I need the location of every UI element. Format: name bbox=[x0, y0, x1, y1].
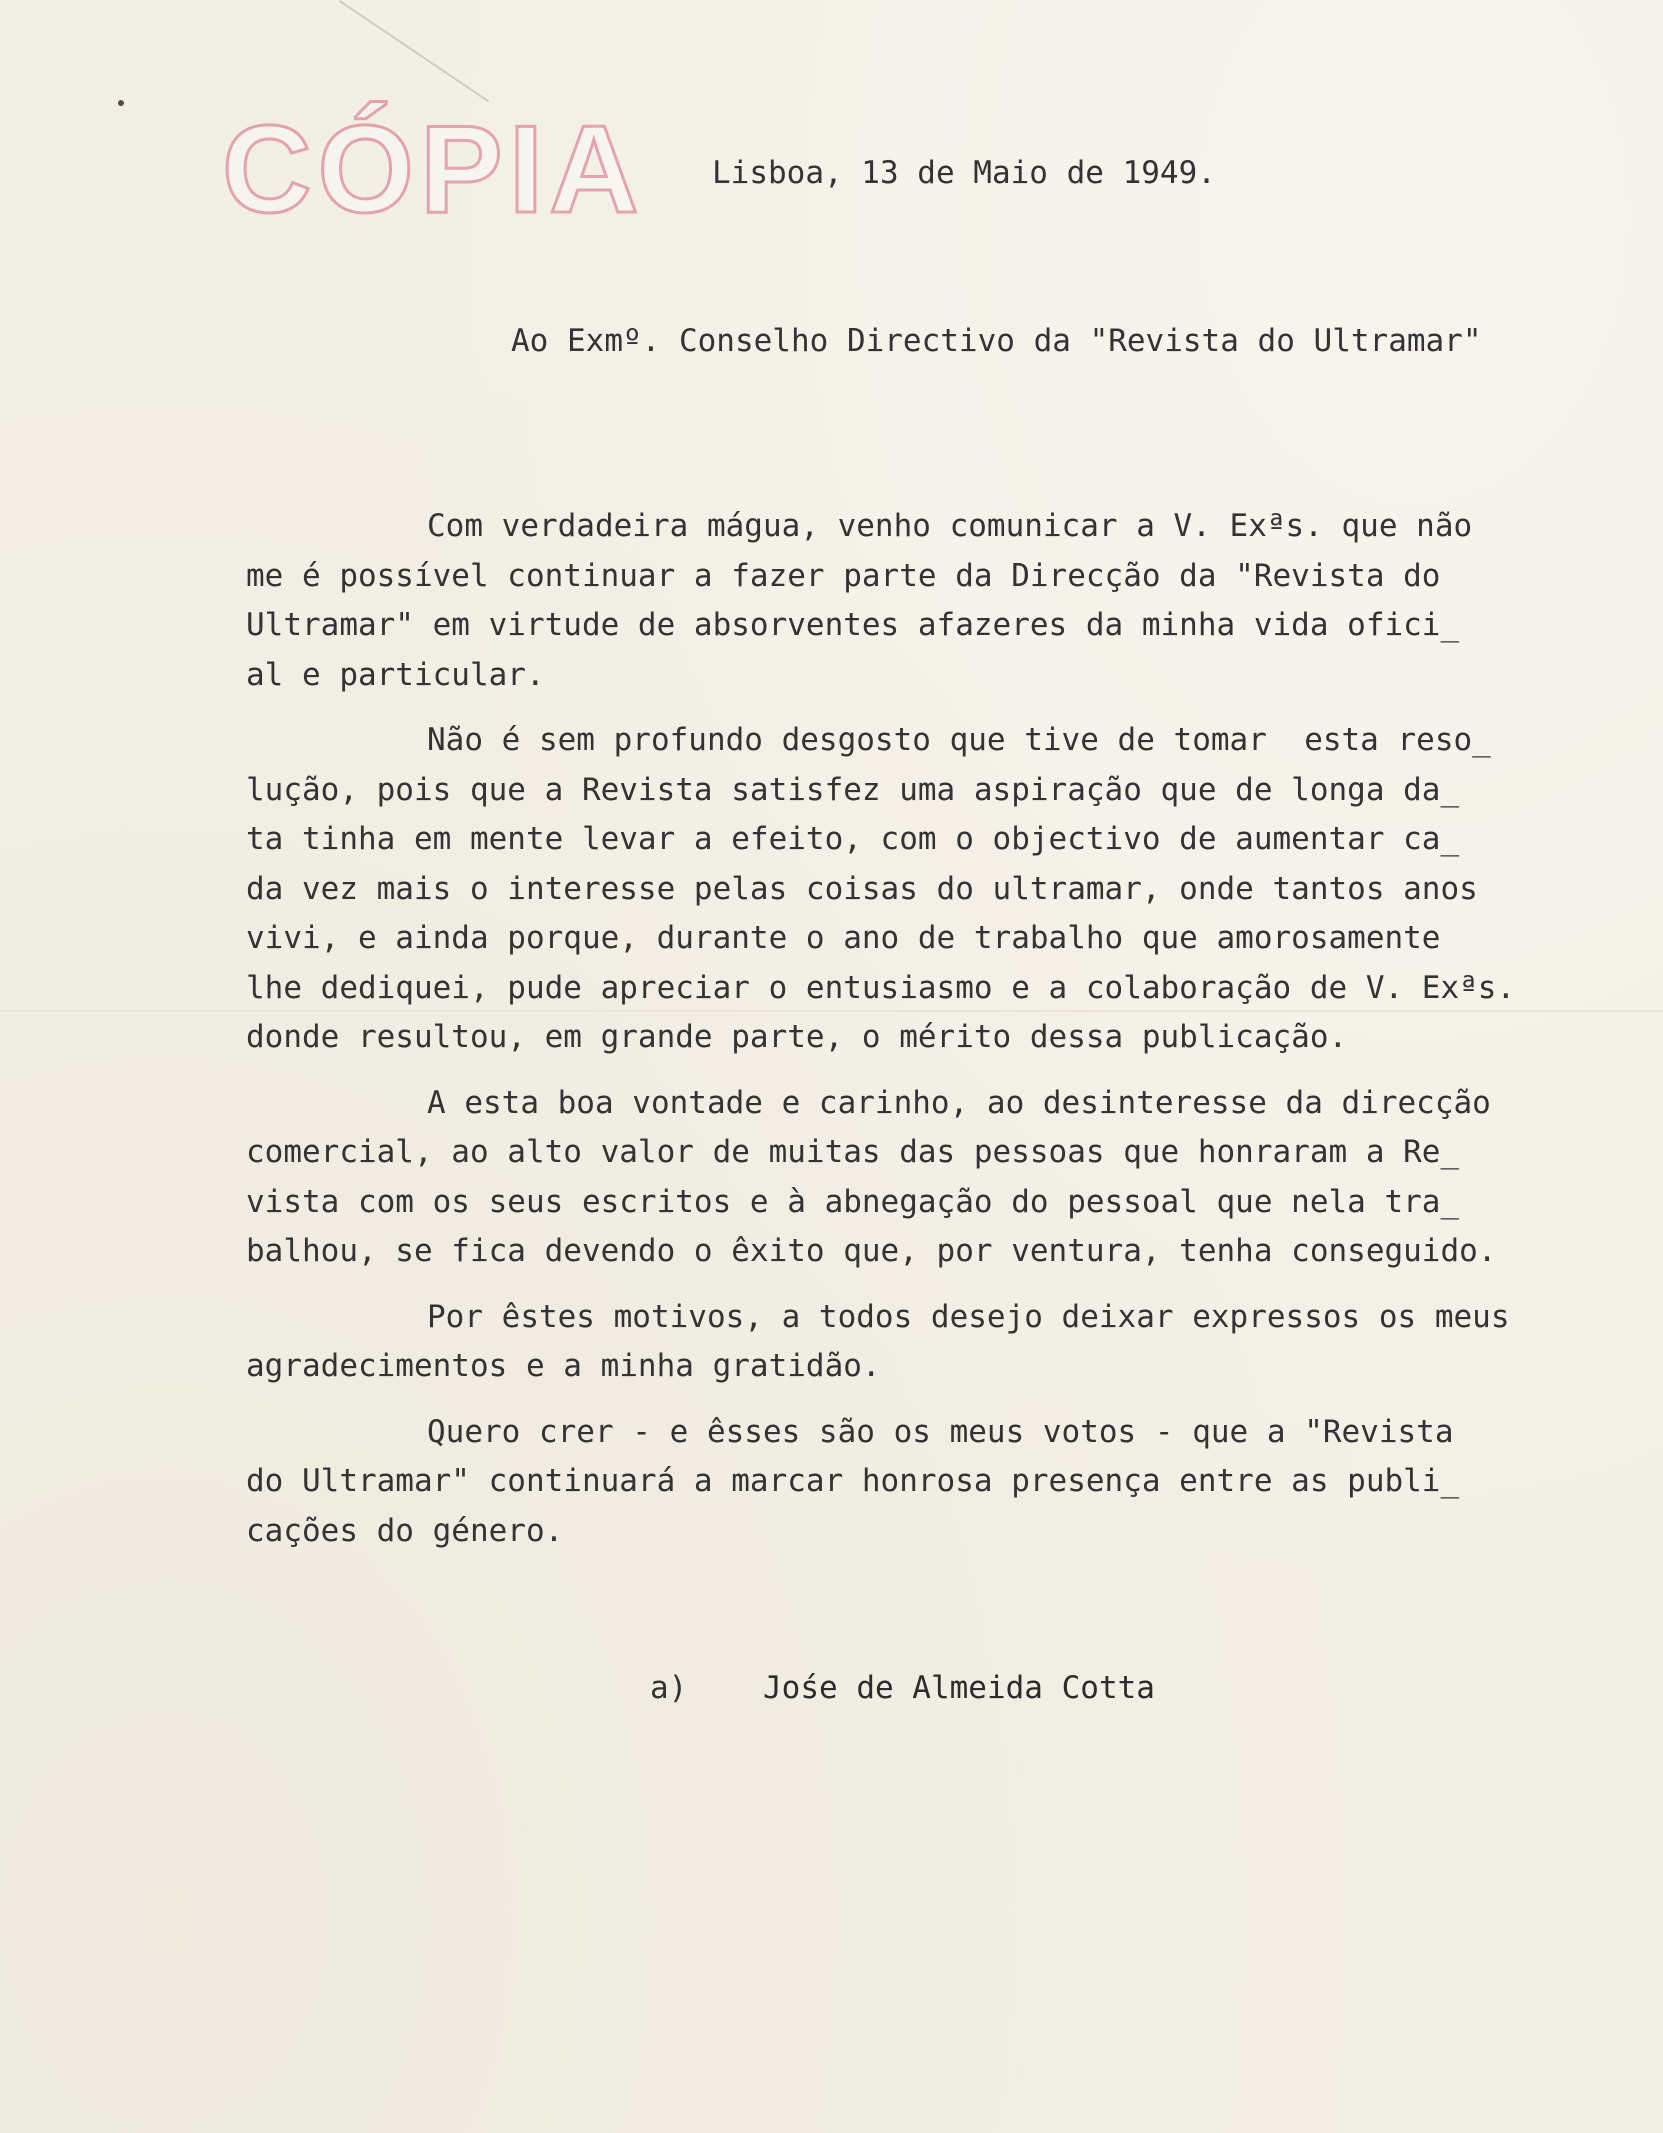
text-line: vista com os seus escritos e à abnegação do pessoal que nela tra_ bbox=[246, 1183, 1460, 1220]
text-line: Não é sem profundo desgosto que tive de tomar esta reso_ bbox=[427, 722, 1491, 758]
text-line: donde resultou, em grande parte, o mérito dessa publicação. bbox=[246, 1019, 1348, 1055]
paragraph bbox=[246, 716, 1646, 1063]
paragraph bbox=[246, 1408, 1646, 1557]
text-line: cações do género. bbox=[246, 1512, 564, 1549]
letter-body bbox=[246, 502, 1646, 1572]
text-line: lhe dediquei, pude apreciar o entusiasmo e a colaboração de V. Exªs. bbox=[246, 969, 1516, 1006]
ink-speck bbox=[118, 100, 124, 106]
text-line: da vez mais o interesse pelas coisas do ultramar, onde tantos anos bbox=[246, 870, 1478, 907]
text-line: vivi, e ainda porque, durante o ano de trabalho que amorosamente bbox=[246, 920, 1441, 956]
paragraph bbox=[246, 1079, 1646, 1277]
signature-prefix: a) bbox=[650, 1670, 688, 1706]
text-line: ta tinha em mente levar a efeito, com o objectivo de aumentar ca_ bbox=[246, 821, 1460, 857]
copia-stamp: CÓPIA bbox=[222, 101, 645, 239]
text-line: Com verdadeira mágua, venho comunicar a V. Exªs. que não bbox=[427, 508, 1473, 544]
paragraph bbox=[246, 502, 1646, 700]
text-line: lução, pois que a Revista satisfez uma aspiração que de longa da_ bbox=[246, 771, 1460, 808]
text-line: Por êstes motivos, a todos desejo deixar expressos os meus bbox=[427, 1298, 1510, 1335]
text-line: Quero crer - e êsses são os meus votos - que a "Revista bbox=[427, 1413, 1454, 1450]
letter-addressee: Ao Exmº. Conselho Directivo da "Revista do Ultramar" bbox=[511, 323, 1482, 359]
paragraph bbox=[246, 1293, 1646, 1392]
text-line: agradecimentos e a minha gratidão. bbox=[246, 1348, 881, 1384]
text-line: me é possível continuar a fazer parte da Direcção da "Revista do bbox=[246, 557, 1441, 594]
text-line: comercial, ao alto valor de muitas das pessoas que honraram a Re_ bbox=[246, 1134, 1460, 1170]
text-line: Ultramar" em virtude de absorventes afazeres da minha vida ofici_ bbox=[246, 607, 1460, 643]
text-line: balhou, se fica devendo o êxito que, por ventura, tenha conseguido. bbox=[246, 1233, 1497, 1269]
text-line: al e particular. bbox=[246, 656, 545, 693]
letter-date: Lisboa, 13 de Maio de 1949. bbox=[712, 155, 1216, 191]
text-line: A esta boa vontade e carinho, ao desinteresse da direcção bbox=[427, 1084, 1491, 1121]
corner-crease bbox=[339, 0, 489, 102]
text-line: do Ultramar" continuará a marcar honrosa presença entre as publi_ bbox=[246, 1463, 1460, 1499]
signature-name: Jośe de Almeida Cotta bbox=[763, 1670, 1155, 1706]
